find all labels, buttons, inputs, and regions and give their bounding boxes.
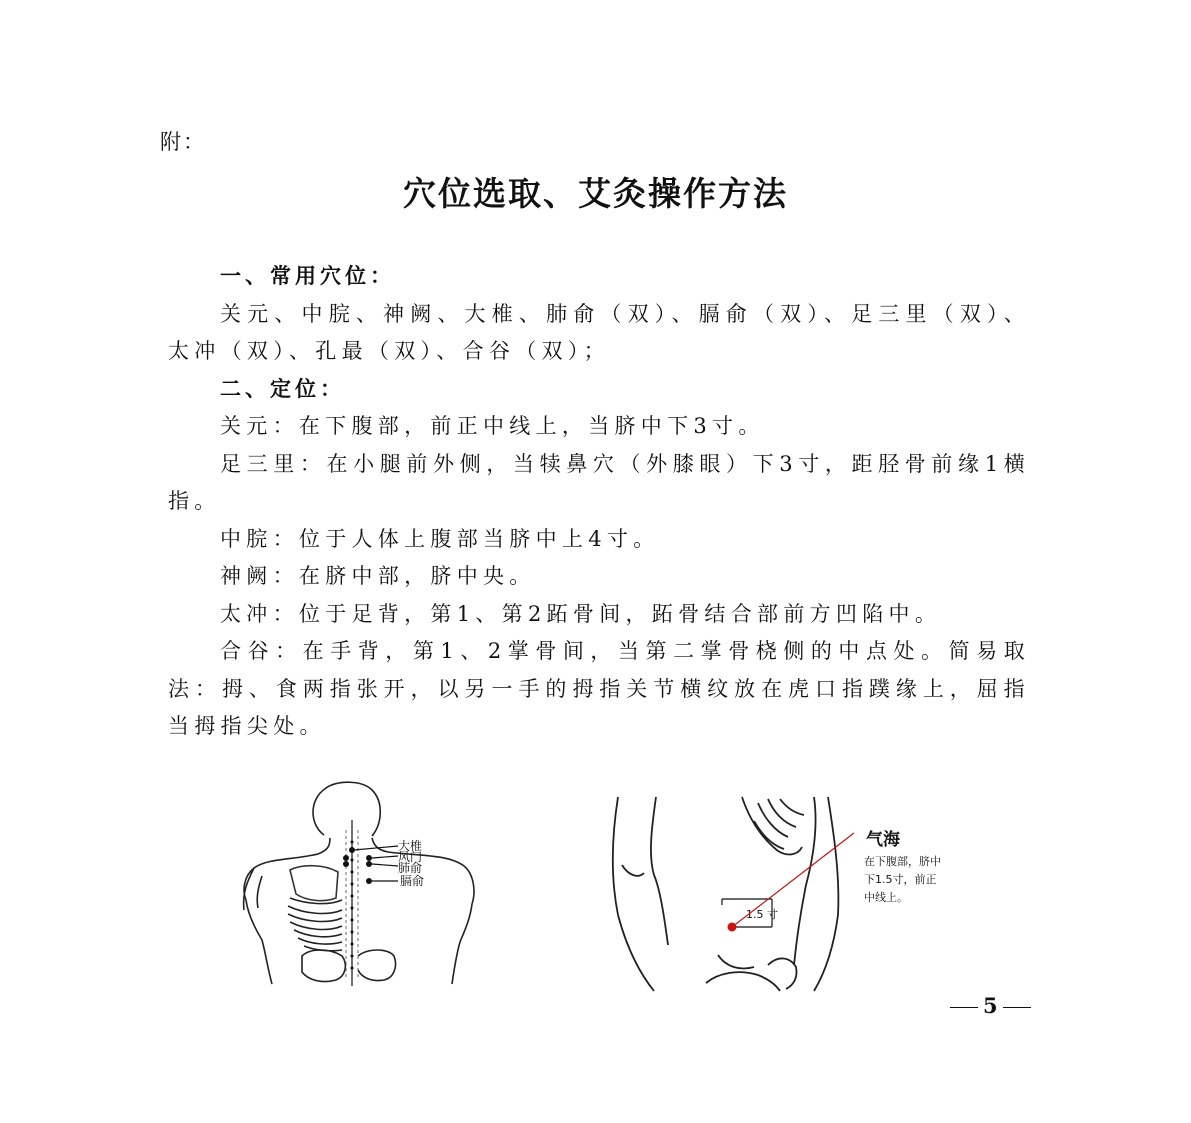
label-geshu: 膈俞	[400, 874, 425, 888]
qihai-desc-line-2: 下1.5寸，前正	[864, 873, 937, 886]
acupoint-fengmen-dot-left	[343, 855, 349, 861]
acupoint-feishu-dot-left	[343, 861, 349, 867]
location-hegu: 合谷：在手背，第1、2掌骨间，当第二掌骨桡侧的中点处。简易取法：拇、食两指张开，以另一手的拇指关节横纹放在虎口指蹼缘上，屈指当拇指尖处。	[168, 639, 1030, 738]
acupoint-geshu-dot	[366, 878, 372, 884]
page-number-dash-left	[950, 1007, 978, 1008]
qihai-desc-line-3: 中线上。	[864, 891, 908, 904]
label-fengmen: 风门	[398, 850, 423, 864]
location-zhongwan: 中脘：位于人体上腹部当脐中上4寸。	[220, 526, 660, 551]
measure-label: 1.5 寸	[746, 908, 778, 921]
page-number-dash-right	[1003, 1007, 1031, 1008]
document-body	[168, 258, 1030, 746]
label-feishu: 肺俞	[398, 861, 423, 875]
section-heading-common-points: 一、常用穴位：	[220, 264, 395, 288]
qihai-desc-line-1: 在下腹部，脐中	[864, 855, 941, 868]
back-acupoint-figure	[238, 780, 488, 988]
page-number	[945, 993, 1036, 1018]
label-dazhui: 大椎	[398, 839, 423, 853]
appendix-label: 附：	[160, 130, 206, 154]
acupoint-qihai-leader	[732, 833, 854, 927]
location-zusanli: 足三里：在小腿前外侧，当犊鼻穴（外膝眼）下3寸，距胫骨前缘1横指。	[168, 451, 1030, 513]
acupoint-name-qihai: 气海	[866, 830, 900, 850]
page-number-value: 5	[983, 993, 998, 1018]
back-head-outline	[313, 782, 380, 836]
back-body-outline	[244, 838, 474, 904]
section-heading-location: 二、定位：	[220, 376, 345, 401]
acupoint-fengmen-dot-right	[366, 855, 372, 861]
acupoint-feishu-dot-right	[366, 861, 372, 867]
common-points-list: 关元、中脘、神阙、大椎、肺俞（双）、膈俞（双）、足三里（双）、太冲（双）、孔最（双）、合谷（双）；	[168, 301, 1030, 363]
page-title: 穴位选取、艾灸操作方法	[403, 174, 788, 213]
location-shenque: 神阙：在脐中部，脐中央。	[220, 564, 536, 588]
abdomen-torso-outline	[613, 797, 654, 991]
location-taichong: 太冲：位于足背，第1、第2跖骨间，跖骨结合部前方凹陷中。	[220, 601, 942, 626]
abdomen-acupoint-figure	[608, 795, 963, 992]
location-guanyuan: 关元：在下腹部，前正中线上，当脐中下3寸。	[220, 414, 765, 438]
